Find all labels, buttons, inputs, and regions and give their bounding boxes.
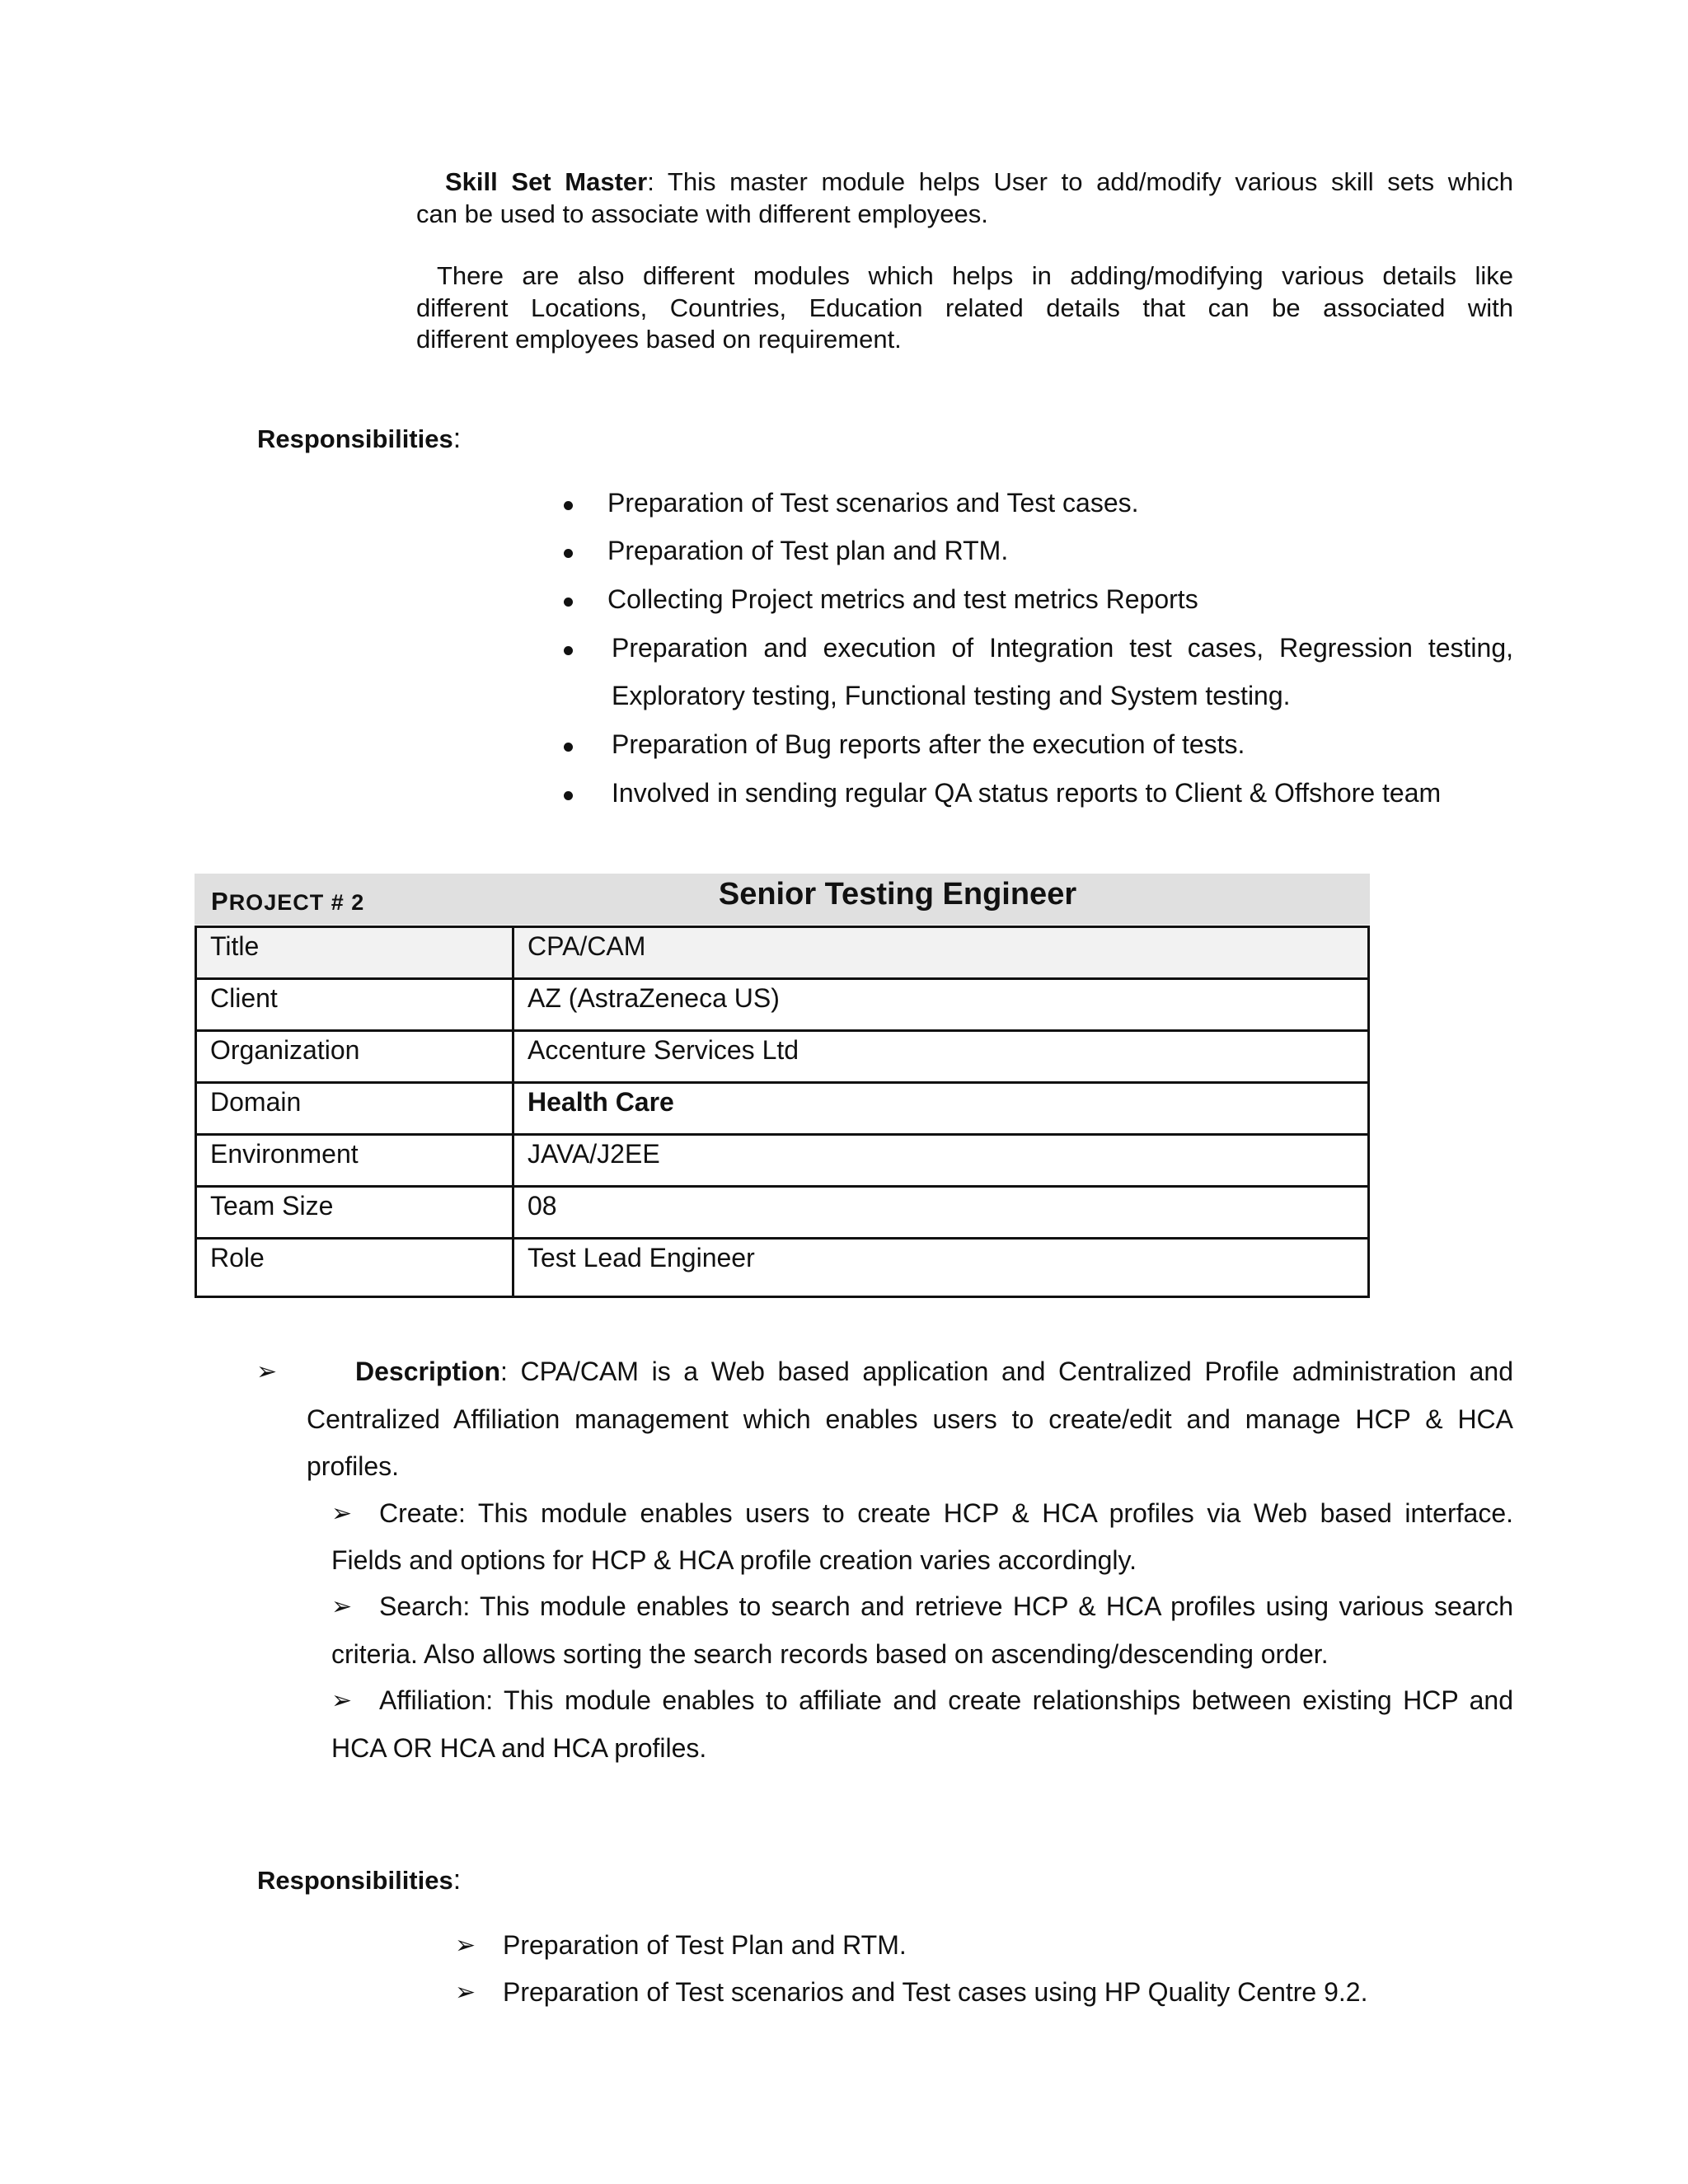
- row-key: Role: [196, 1239, 513, 1297]
- bullet-dot-icon: [564, 549, 573, 558]
- search-line1: Search: This module enables to search and retrieve HCP & HCA profiles using various search: [379, 1591, 1513, 1621]
- row-value: 08: [513, 1187, 1369, 1239]
- bullet-dot-icon: [564, 646, 573, 655]
- table-row: [196, 1187, 1369, 1239]
- arrow-bullet-icon: ➢: [331, 1687, 353, 1714]
- responsibilities-heading: Responsibilities:: [257, 423, 462, 454]
- row-value: Test Lead Engineer: [513, 1239, 1369, 1297]
- arrow-bullet-icon: ➢: [331, 1500, 353, 1527]
- skill-set-label: Skill Set Master: [445, 167, 648, 196]
- project-header: [195, 874, 1370, 925]
- description-label: Description: [355, 1357, 501, 1386]
- list-item: Preparation of Test scenarios and Test cases using HP Quality Centre 9.2.: [503, 1977, 1368, 2007]
- project-title: Senior Testing Engineer: [718, 877, 1077, 912]
- table-row: [196, 927, 1369, 979]
- row-value: JAVA/J2EE: [513, 1135, 1369, 1187]
- row-key: Team Size: [196, 1187, 513, 1239]
- table-row: [196, 1083, 1369, 1135]
- project-number: PROJECT # 2: [211, 887, 365, 916]
- bullet-dot-icon: [564, 743, 573, 752]
- responsibilities-heading: Responsibilities:: [257, 1864, 462, 1896]
- row-value: Accenture Services Ltd: [513, 1031, 1369, 1083]
- row-value: AZ (AstraZeneca US): [513, 979, 1369, 1031]
- row-key: Title: [196, 927, 513, 979]
- arrow-bullet-icon: ➢: [455, 1979, 476, 2006]
- row-key: Organization: [196, 1031, 513, 1083]
- bullet-dot-icon: [564, 791, 573, 800]
- list-item: Preparation of Test Plan and RTM.: [503, 1930, 907, 1960]
- row-value: Health Care: [513, 1083, 1369, 1135]
- list-item-continuation: Exploratory testing, Functional testing and System testing.: [612, 681, 1291, 710]
- row-key: Domain: [196, 1083, 513, 1135]
- table-row: [196, 979, 1369, 1031]
- table-row: [196, 1135, 1369, 1187]
- skill-set-line2: can be used to associate with different employees.: [416, 199, 988, 228]
- modules-line1: There are also different modules which helps in adding/modifying various details like: [437, 261, 1513, 290]
- table-row: [196, 1031, 1369, 1083]
- bullet-dot-icon: [564, 598, 573, 607]
- affiliation-line1: Affiliation: This module enables to affiliate and create relationships between existing HCP and: [379, 1685, 1513, 1715]
- create-line2: Fields and options for HCP & HCA profile creation varies accordingly.: [331, 1545, 1137, 1575]
- arrow-bullet-icon: ➢: [455, 1932, 476, 1959]
- row-key: Environment: [196, 1135, 513, 1187]
- description-line3: profiles.: [307, 1451, 400, 1481]
- project-details-table: [195, 926, 1370, 1298]
- skill-set-line1: Skill Set Master: This master module helps User to add/modify various skill sets which: [445, 167, 1513, 196]
- affiliation-line2: HCA OR HCA and HCA profiles.: [331, 1733, 707, 1763]
- search-line2: criteria. Also allows sorting the search records based on ascending/descending order.: [331, 1639, 1329, 1669]
- row-key: Client: [196, 979, 513, 1031]
- create-line1: Create: This module enables users to create HCP & HCA profiles via Web based interface.: [379, 1498, 1513, 1528]
- bullet-dot-icon: [564, 501, 573, 510]
- description-line1: Description: CPA/CAM is a Web based application and Centralized Profile administration and: [355, 1357, 1513, 1386]
- description-line2: Centralized Affiliation management which enables users to create/edit and manage HCP & HCA: [307, 1404, 1513, 1434]
- arrow-bullet-icon: ➢: [256, 1358, 278, 1385]
- row-value: CPA/CAM: [513, 927, 1369, 979]
- modules-line2: different Locations, Countries, Education related details that can be associated with: [416, 293, 1513, 322]
- arrow-bullet-icon: ➢: [331, 1593, 353, 1620]
- modules-line3: different employees based on requirement.: [416, 325, 902, 354]
- table-row: [196, 1239, 1369, 1297]
